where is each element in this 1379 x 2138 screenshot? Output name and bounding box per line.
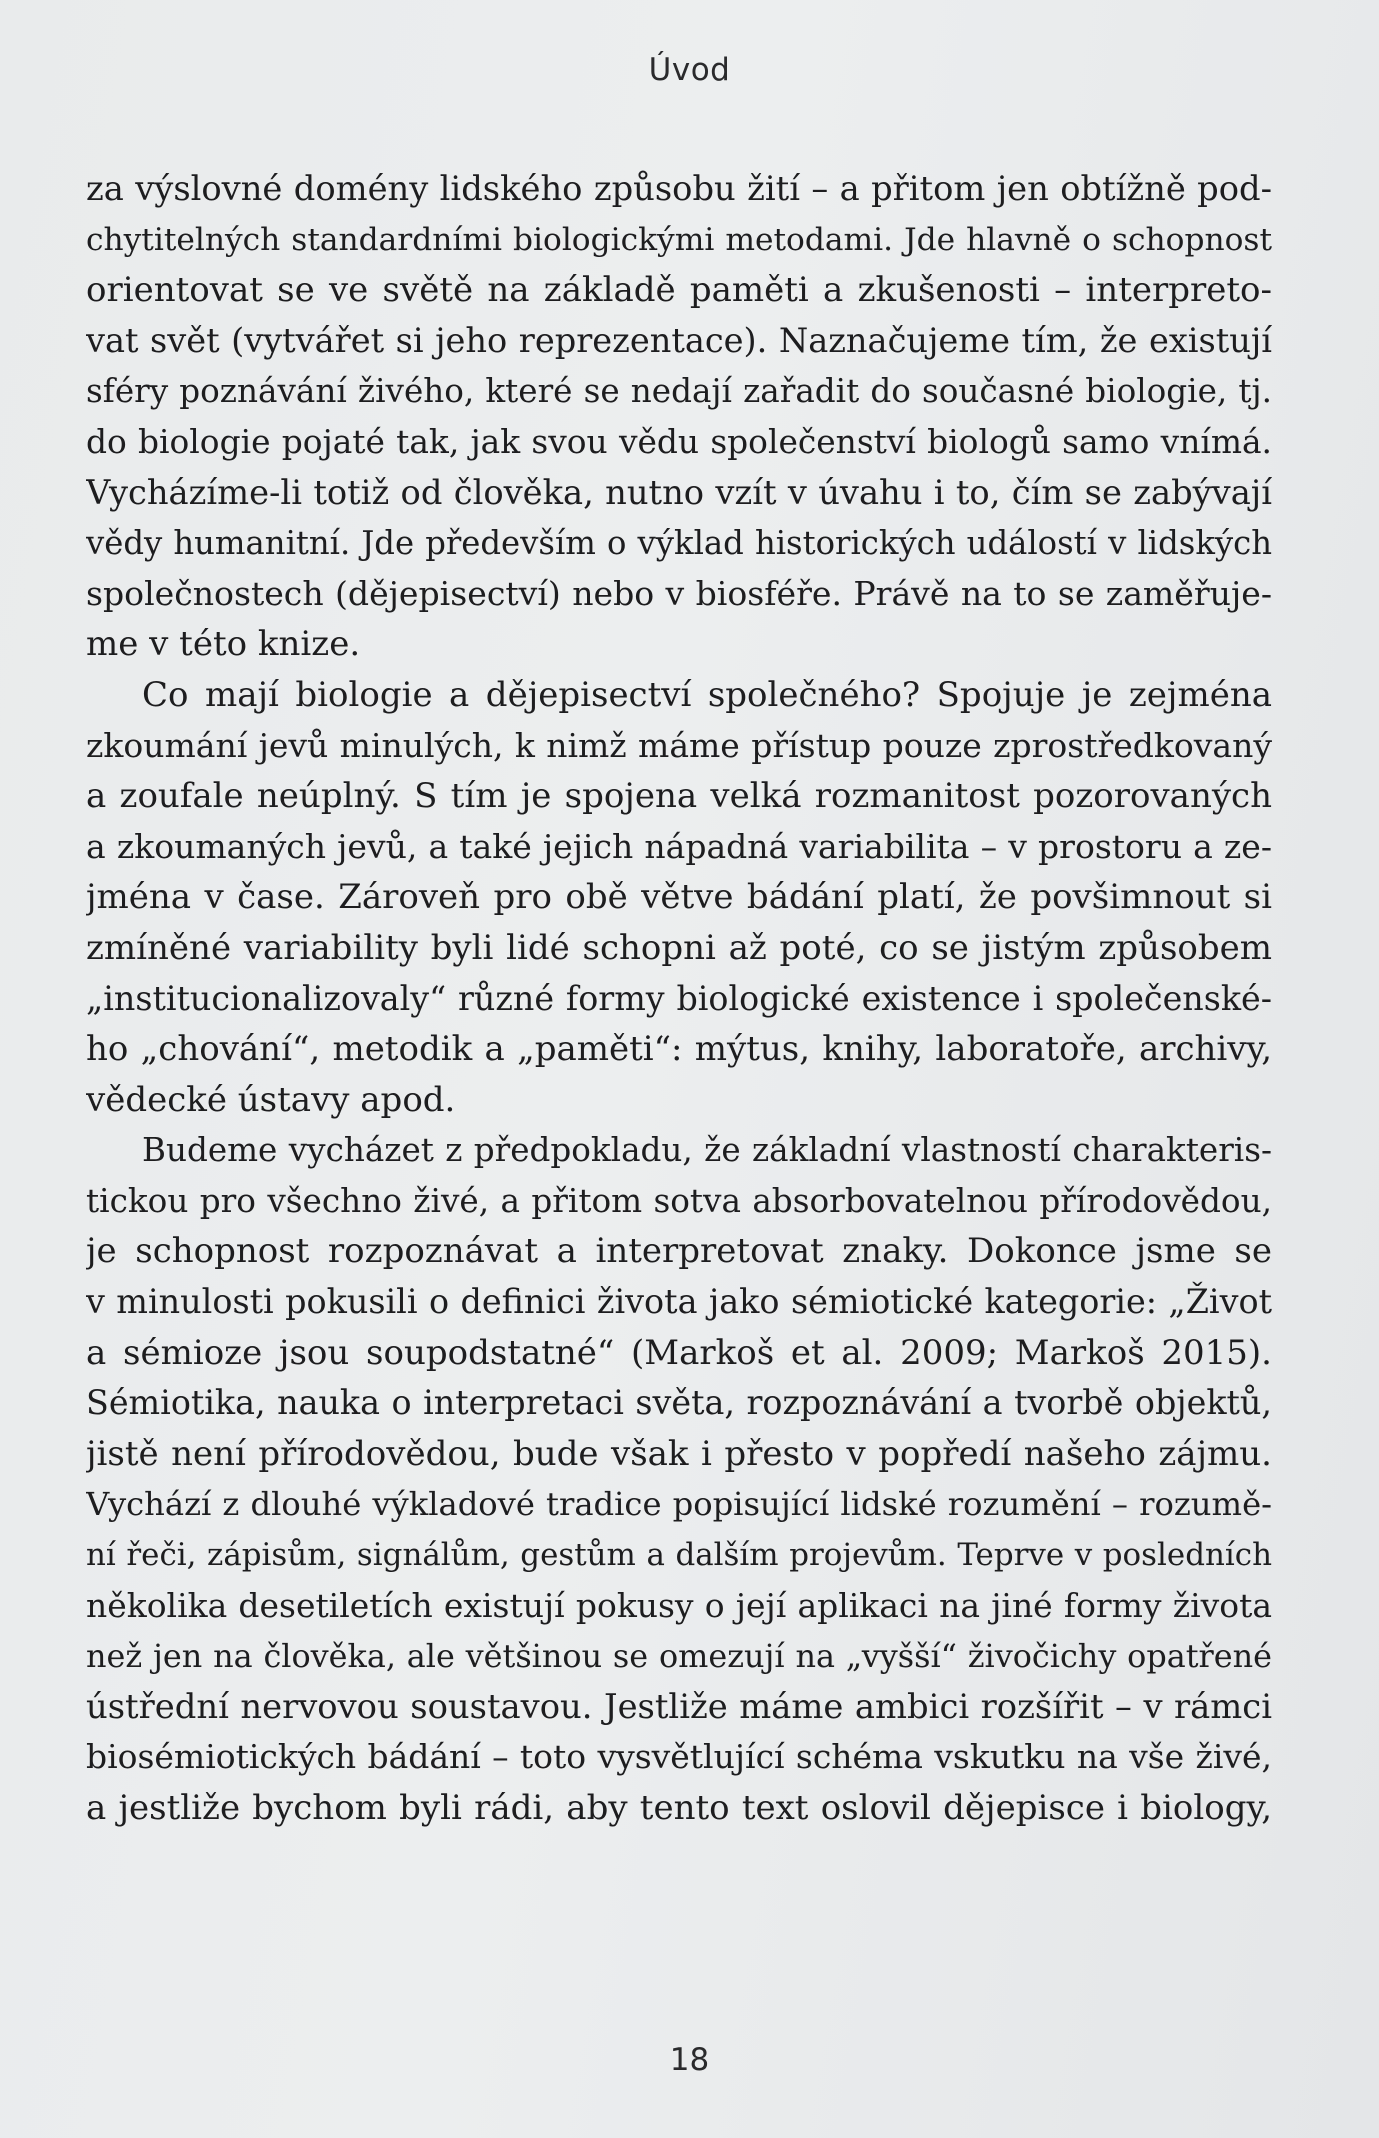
text-line: společnostech (dějepisectví) nebo v biosféře. Právě na to se zaměřuje-	[86, 573, 1272, 613]
text-line: biosémiotických bádání – toto vysvětlující schéma vskutku na vše živé,	[86, 1737, 1272, 1777]
text-line: a zkoumaných jevů, a také jejich nápadná variabilita – v prostoru a ze-	[86, 826, 1272, 866]
text-line: vědecké ústavy apod.	[86, 1079, 456, 1120]
text-line: zkoumání jevů minulých, k nimž máme přístup pouze zprostředkovaný	[86, 725, 1272, 765]
text-line: ní řeči, zápisům, signálům, gestům a dalším projevům. Teprve v posledních	[86, 1537, 1272, 1574]
paragraph	[86, 1125, 1272, 1833]
text-line: tickou pro všechno živé, a přitom sotva absorbovatelnou přírodovědou,	[86, 1181, 1272, 1220]
text-line: za výslovné domény lidského způsobu žití – a přitom jen obtížně pod-	[86, 169, 1272, 208]
text-line: ústřední nervovou soustavou. Jestliže máme ambici rozšířit – v rámci	[86, 1686, 1272, 1726]
text-line: chytitelných standardními biologickými metodami. Jde hlavně o schopnost	[86, 221, 1272, 258]
text-line: vědy humanitní. Jde především o výklad historických událostí v lidských	[86, 524, 1272, 563]
text-line: Budeme vycházet z předpokladu, že základní vlastností charakteris-	[142, 1131, 1272, 1170]
text-line: sféry poznávání živého, které se nedají zařadit do současné biologie, tj.	[86, 372, 1272, 411]
text-line: vat svět (vytvářet si jeho reprezentace). Naznačujeme tím, že existují	[86, 320, 1272, 360]
text-line: a sémioze jsou soupodstatné“ (Markoš et al. 2009; Markoš 2015).	[86, 1332, 1272, 1373]
text-line: je schopnost rozpoznávat a interpretovat znaky. Dokonce jsme se	[86, 1231, 1272, 1272]
running-header: Úvod	[648, 52, 731, 88]
text-line: Sémiotika, nauka o interpretaci světa, rozpoznávání a tvorbě objektů,	[86, 1383, 1272, 1423]
text-line: v minulosti pokusili o definici života jako sémiotické kategorie: „Život	[86, 1282, 1272, 1322]
text-line: orientovat se ve světě na základě paměti a zkušenosti – interpreto-	[86, 270, 1272, 311]
text-line: než jen na člověka, ale většinou se omezují na „vyšší“ živočichy opatřené	[86, 1637, 1272, 1676]
text-line: do biologie pojaté tak, jak svou vědu společenství biologů samo vnímá.	[86, 422, 1272, 461]
text-line: jména v čase. Zároveň pro obě větve bádání platí, že povšimnout si	[86, 877, 1272, 918]
text-line: „institucionalizovaly“ různé formy biologické existence i společenské-	[86, 978, 1272, 1018]
body-text	[86, 164, 1272, 1834]
page-number: 18	[669, 2042, 710, 2078]
text-line: jistě není přírodovědou, bude však i přesto v popředí našeho zájmu.	[86, 1433, 1272, 1474]
text-line: zmíněné variability byli lidé schopni až poté, co se jistým způsobem	[86, 927, 1272, 968]
text-line: několika desetiletích existují pokusy o její aplikaci na jiné formy života	[86, 1585, 1272, 1625]
text-line: ho „chování“, metodik a „paměti“: mýtus, knihy, laboratoře, archivy,	[86, 1029, 1272, 1070]
text-line: Vychází z dlouhé výkladové tradice popisující lidské rozumění – rozumě-	[86, 1485, 1272, 1524]
text-line: Co mají biologie a dějepisectví společného? Spojuje je zejména	[142, 674, 1272, 715]
text-line: a jestliže bychom byli rádi, aby tento text oslovil dějepisce i biology,	[86, 1788, 1272, 1828]
text-line: me v této knize.	[86, 624, 361, 665]
paragraph	[86, 670, 1272, 1125]
text-line: a zoufale neúplný. S tím je spojena velká rozmanitost pozorovaných	[86, 776, 1272, 817]
text-line: Vycházíme-li totiž od člověka, nutno vzít v úvahu i to, čím se zabývají	[86, 472, 1272, 512]
paragraph	[86, 164, 1272, 670]
